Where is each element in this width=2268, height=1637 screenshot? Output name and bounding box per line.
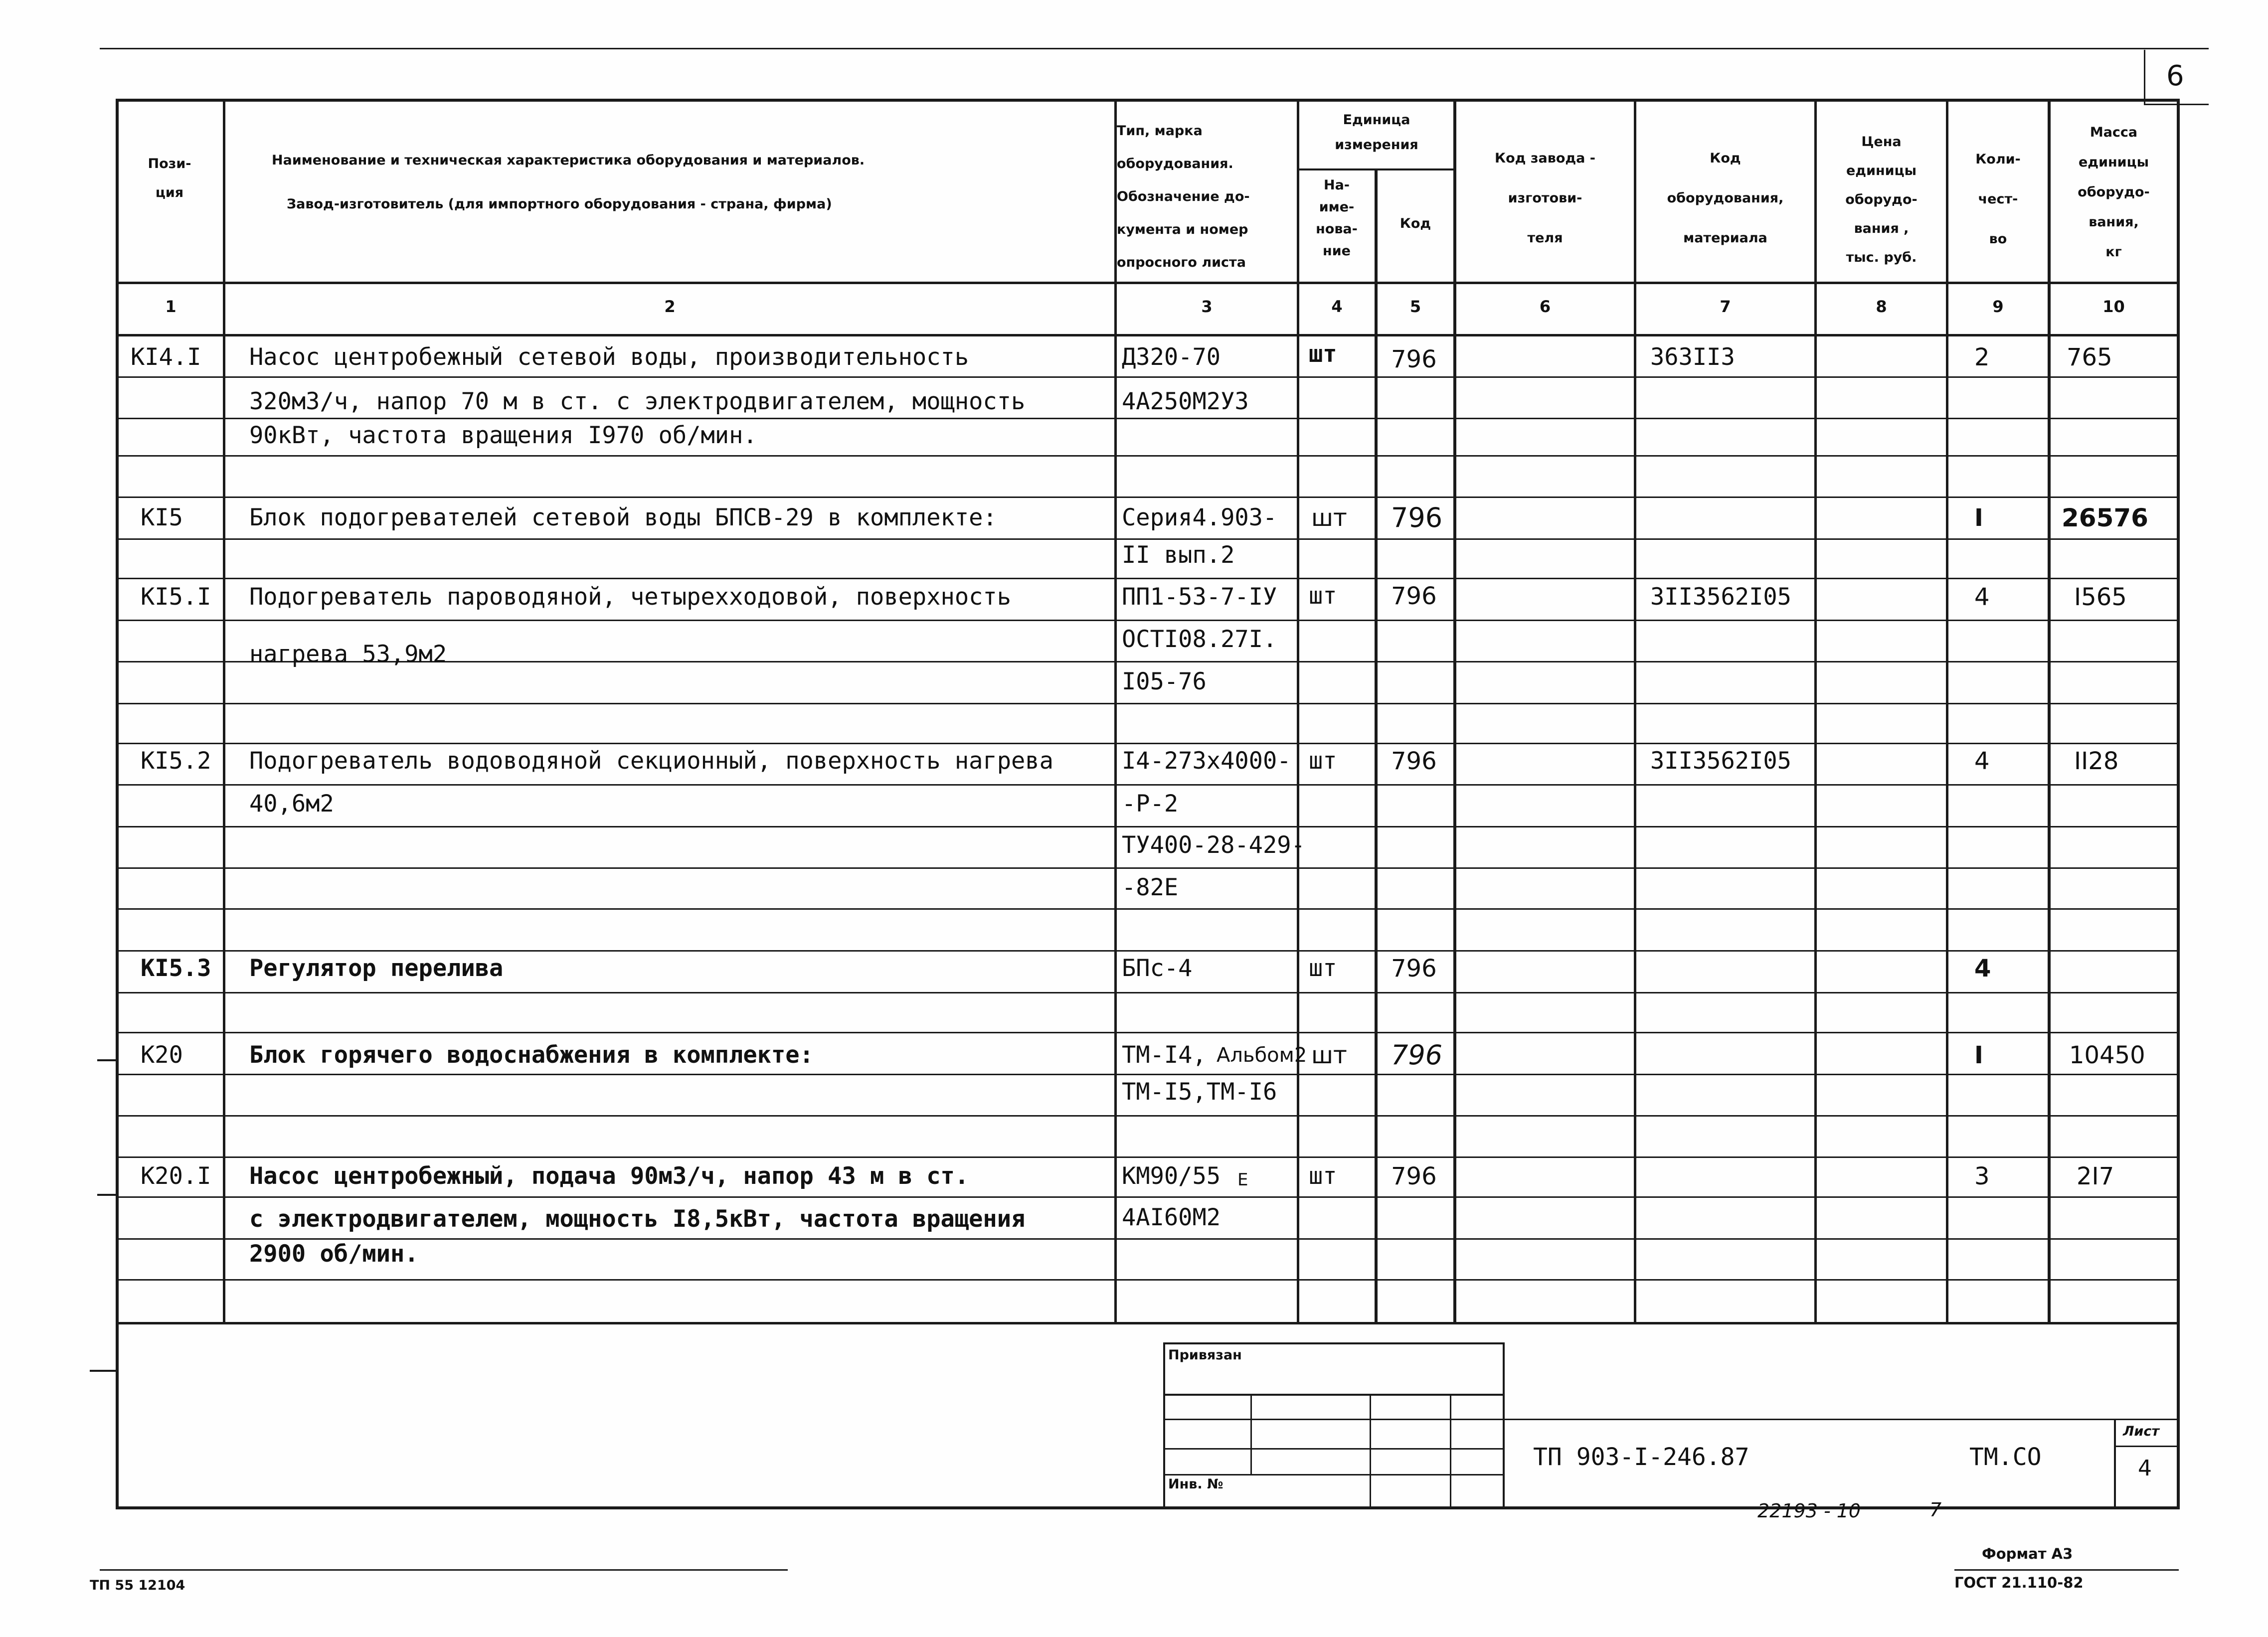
type: ТУ400-28-429- [1122,831,1305,859]
type: I4-273х4000- [1122,747,1291,775]
unit: шт [1309,1162,1337,1190]
unit-code: 796 [1391,345,1437,373]
quantity: 4 [1974,955,1991,982]
header-price: Цена единицы оборудо- вания , тыс. руб. [1845,134,1918,265]
description: 90кВт, частота вращения I970 об/мин. [249,422,757,449]
col-number-4: 4 [1331,297,1343,316]
quantity: 4 [1974,747,1990,775]
type: 4А250М2У3 [1122,388,1249,415]
quantity: 4 [1974,583,1990,611]
description: Подогреватель водоводяной секционный, поверхность нагрева [249,747,1053,775]
quantity: 3 [1974,1162,1990,1190]
description: Регулятор перелива [249,955,504,982]
unit-code: 796 [1391,1039,1443,1071]
unit-code: 796 [1391,1162,1437,1190]
position: КI5 [141,504,183,531]
unit-code: 796 [1391,502,1443,533]
handwritten-number: 22193 - 10 [1757,1500,1861,1522]
description: Подогреватель пароводяной, четырехходовой, поверхность [249,583,1012,611]
mass: 2I7 [2077,1162,2114,1190]
position: КI5.3 [141,955,211,982]
mass: 10450 [2069,1041,2145,1069]
quantity: I [1974,1041,1983,1069]
type-handwritten: Альбом2 [1217,1044,1307,1067]
col-number-2: 2 [664,297,676,316]
sheet-label: Лист [2123,1424,2159,1439]
col-number-1: 1 [165,297,176,316]
header-unit: Единица измерения [1335,112,1418,153]
type: -Р-2 [1122,790,1179,818]
header-plant-code: Код завода - изготови- теля [1495,151,1595,246]
description: Насос центробежный, подача 90м3/ч, напор 43 м в ст. [249,1162,969,1190]
page-number: 6 [2166,60,2184,92]
type: II вып.2 [1122,541,1235,569]
unit-code: 796 [1391,582,1437,610]
description: Блок подогревателей сетевой воды БПСВ-29 в комплекте: [249,504,997,531]
header-quantity: Коли- чест- во [1975,152,2021,247]
document-code: ТП 903-I-246.87 [1533,1443,1749,1471]
type: -82Е [1122,874,1179,901]
header-description-1: Наименование и техническая характеристика оборудования и материалов. [272,153,865,168]
col-number-6: 6 [1539,297,1551,316]
unit: шт [1309,582,1337,610]
header-mass: Масса единицы оборудо- вания, кг [2078,125,2150,260]
position: К20.I [141,1162,211,1190]
header-equipment-code: Код оборудования, материала [1667,151,1784,246]
equipment-code: 3II3562I05 [1650,583,1791,611]
inventory-number-label: Инв. № [1168,1476,1223,1492]
equipment-code: 363II3 [1650,343,1735,371]
header-description-2: Завод-изготовитель (для импортного оборудования - страна, фирма) [287,196,832,212]
unit: шт [1311,1041,1347,1069]
mass: II28 [2074,747,2119,775]
col-number-9: 9 [1992,297,2004,316]
description: 2900 об/мин. [249,1240,419,1268]
quantity: I [1974,504,1983,532]
mass: I565 [2074,583,2127,611]
col-number-8: 8 [1876,297,1887,316]
type-handwritten: Е [1237,1170,1248,1190]
type: 4АI60М2 [1122,1204,1221,1231]
description: 320м3/ч, напор 70 м в ст. с электродвигателем, мощность [249,388,1026,415]
position: КI5.2 [141,747,211,775]
handwritten-number-2: 7 [1929,1499,1942,1521]
type: ПП1-53-7-IУ [1122,583,1277,611]
position: К20 [141,1041,183,1069]
mass: 765 [2067,343,2112,371]
document-mark: ТМ.СО [1969,1443,2042,1471]
description: 40,6м2 [249,790,334,818]
position: КI4.I [131,343,201,371]
unit: шт [1311,504,1347,532]
tp-code: ТП 55 12104 [90,1578,185,1593]
header-unit-name: На- име- нова- ние [1316,177,1358,259]
header-type: Тип, марка оборудования. Обозначение до- кумента и номер опросного листа [1117,123,1250,270]
col-number-7: 7 [1720,297,1731,316]
col-number-5: 5 [1409,297,1421,316]
header-position: Пози- ция [148,156,191,200]
description: Блок горячего водоснабжения в комплекте: [249,1041,814,1069]
description: Насос центробежный сетевой воды, производительность [249,343,969,371]
format-label: Формат А3 [1982,1545,2073,1562]
header-unit-code: Код [1399,216,1431,231]
gost-label: ГОСТ 21.110-82 [1954,1574,2084,1591]
type: БПс-4 [1122,955,1193,982]
position: КI5.I [141,583,211,611]
type: ТМ-I5,ТМ-I6 [1122,1078,1277,1106]
col-number-10: 10 [2102,297,2125,316]
unit: шт [1309,955,1337,982]
type: ТМ-I4, [1122,1041,1207,1069]
unit-code: 796 [1391,955,1437,982]
description: с электродвигателем, мощность I8,5кВт, частота вращения [249,1205,1026,1233]
type: ОСТI08.27I. [1122,626,1277,653]
type: КМ90/55 [1122,1162,1221,1190]
type: I05-76 [1122,668,1207,695]
mass: 26576 [2062,503,2148,532]
type: Д320-70 [1122,343,1221,371]
type: Серия4.903- [1122,504,1277,531]
quantity: 2 [1974,343,1990,371]
unit-code: 796 [1391,747,1437,775]
equipment-code: 3II3562I05 [1650,747,1791,775]
sheet-number: 4 [2138,1456,2152,1481]
description: нагрева 53,9м2 [249,641,447,668]
unit: шт [1309,340,1337,368]
unit: шт [1309,747,1337,775]
attached-label: Привязан [1168,1347,1242,1363]
col-number-3: 3 [1201,297,1213,316]
